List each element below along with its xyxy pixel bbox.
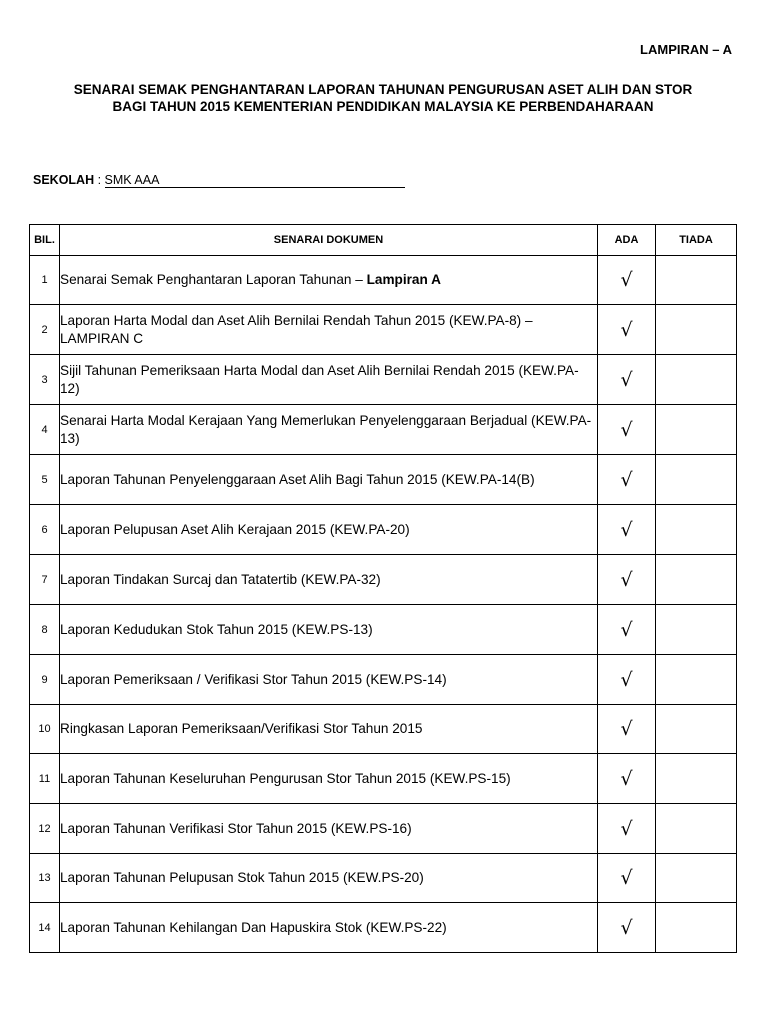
tiada-cell xyxy=(656,505,737,555)
header-ada: ADA xyxy=(598,225,656,256)
document-cell xyxy=(60,305,598,355)
tiada-cell xyxy=(656,405,737,455)
row-number: 9 xyxy=(30,655,60,705)
document-name: Laporan Tindakan Surcaj dan Tatatertib (KEW.PA-32) xyxy=(60,571,381,587)
document-name: Laporan Pemeriksaan / Verifikasi Stor Tahun 2015 (KEW.PS-14) xyxy=(60,671,447,687)
document-name: Laporan Tahunan Kehilangan Dan Hapuskira Stok (KEW.PS-22) xyxy=(60,919,447,935)
table-row xyxy=(30,555,737,605)
row-number: 2 xyxy=(30,305,60,355)
tiada-cell xyxy=(656,256,737,305)
table-row xyxy=(30,305,737,355)
document-cell xyxy=(60,605,598,655)
ada-checkmark: √ xyxy=(598,405,656,455)
document-cell xyxy=(60,555,598,605)
row-number: 4 xyxy=(30,405,60,455)
table-row xyxy=(30,405,737,455)
row-number: 3 xyxy=(30,355,60,405)
document-cell xyxy=(60,804,598,854)
document-cell xyxy=(60,455,598,505)
header-tiada: TIADA xyxy=(656,225,737,256)
table-row xyxy=(30,256,737,305)
document-name: Laporan Pelupusan Aset Alih Kerajaan 2015 (KEW.PA-20) xyxy=(60,521,410,537)
document-name: Ringkasan Laporan Pemeriksaan/Verifikasi Stor Tahun 2015 xyxy=(60,721,423,736)
ada-checkmark: √ xyxy=(598,256,656,305)
ada-checkmark: √ xyxy=(598,605,656,655)
row-number: 13 xyxy=(30,854,60,903)
document-cell xyxy=(60,705,598,754)
row-number: 14 xyxy=(30,903,60,953)
table-row xyxy=(30,455,737,505)
ada-checkmark: √ xyxy=(598,505,656,555)
document-cell xyxy=(60,256,598,305)
table-row xyxy=(30,605,737,655)
row-number: 1 xyxy=(30,256,60,305)
row-number: 11 xyxy=(30,754,60,804)
table-row xyxy=(30,854,737,903)
tiada-cell xyxy=(656,903,737,953)
document-cell xyxy=(60,405,598,455)
table-row xyxy=(30,355,737,405)
document-name: Laporan Tahunan Penyelenggaraan Aset Alih Bagi Tahun 2015 (KEW.PA-14(B) xyxy=(60,471,535,487)
document-name: Laporan Tahunan Keseluruhan Pengurusan Stor Tahun 2015 (KEW.PS-15) xyxy=(60,770,511,786)
document-name: Senarai Semak Penghantaran Laporan Tahunan – xyxy=(60,272,367,287)
ada-checkmark: √ xyxy=(598,305,656,355)
sekolah-label: SEKOLAH xyxy=(33,173,95,187)
ada-checkmark: √ xyxy=(598,705,656,754)
ada-checkmark: √ xyxy=(598,754,656,804)
tiada-cell xyxy=(656,804,737,854)
table-row xyxy=(30,705,737,754)
table-row xyxy=(30,655,737,705)
row-number: 12 xyxy=(30,804,60,854)
document-name: Senarai Harta Modal Kerajaan Yang Memerlukan Penyelenggaraan Berjadual (KEW.PA-13) xyxy=(60,412,592,446)
table-row xyxy=(30,505,737,555)
document-name: Laporan Harta Modal dan Aset Alih Bernilai Rendah Tahun 2015 (KEW.PA-8) – LAMPIRAN C xyxy=(60,312,533,346)
document-cell xyxy=(60,903,598,953)
tiada-cell xyxy=(656,555,737,605)
tiada-cell xyxy=(656,605,737,655)
document-title xyxy=(30,81,736,115)
row-number: 8 xyxy=(30,605,60,655)
document-cell xyxy=(60,505,598,555)
sekolah-field xyxy=(33,173,405,188)
ada-checkmark: √ xyxy=(598,455,656,505)
ada-checkmark: √ xyxy=(598,355,656,405)
header-dokumen: SENARAI DOKUMEN xyxy=(60,225,598,256)
sekolah-value: SMK AAA xyxy=(105,174,405,188)
document-cell xyxy=(60,854,598,903)
table-row xyxy=(30,804,737,854)
ada-checkmark: √ xyxy=(598,854,656,903)
checklist-table xyxy=(29,224,737,953)
table-header-row xyxy=(30,225,737,256)
document-name-bold: Lampiran A xyxy=(366,272,441,287)
ada-checkmark: √ xyxy=(598,655,656,705)
title-line-1: SENARAI SEMAK PENGHANTARAN LAPORAN TAHUNAN PENGURUSAN ASET ALIH DAN STOR xyxy=(73,82,693,97)
tiada-cell xyxy=(656,854,737,903)
document-cell xyxy=(60,655,598,705)
document-name: Laporan Tahunan Pelupusan Stok Tahun 2015 (KEW.PS-20) xyxy=(60,870,424,885)
document-cell xyxy=(60,355,598,405)
row-number: 5 xyxy=(30,455,60,505)
table-row xyxy=(30,754,737,804)
lampiran-label: LAMPIRAN – A xyxy=(640,42,732,57)
document-cell xyxy=(60,754,598,804)
ada-checkmark: √ xyxy=(598,804,656,854)
document-name: Laporan Tahunan Verifikasi Stor Tahun 2015 (KEW.PS-16) xyxy=(60,820,412,836)
header-bil: BIL. xyxy=(30,225,60,256)
tiada-cell xyxy=(656,655,737,705)
ada-checkmark: √ xyxy=(598,903,656,953)
row-number: 6 xyxy=(30,505,60,555)
tiada-cell xyxy=(656,754,737,804)
tiada-cell xyxy=(656,305,737,355)
table-row xyxy=(30,903,737,953)
ada-checkmark: √ xyxy=(598,555,656,605)
tiada-cell xyxy=(656,455,737,505)
tiada-cell xyxy=(656,705,737,754)
sekolah-separator: : xyxy=(94,173,105,187)
row-number: 7 xyxy=(30,555,60,605)
document-name: Sijil Tahunan Pemeriksaan Harta Modal dan Aset Alih Bernilai Rendah 2015 (KEW.PA-12) xyxy=(60,362,579,396)
title-line-2: BAGI TAHUN 2015 KEMENTERIAN PENDIDIKAN MALAYSIA KE PERBENDAHARAAN xyxy=(112,99,654,114)
row-number: 10 xyxy=(30,705,60,754)
tiada-cell xyxy=(656,355,737,405)
document-name: Laporan Kedudukan Stok Tahun 2015 (KEW.PS-13) xyxy=(60,621,373,637)
